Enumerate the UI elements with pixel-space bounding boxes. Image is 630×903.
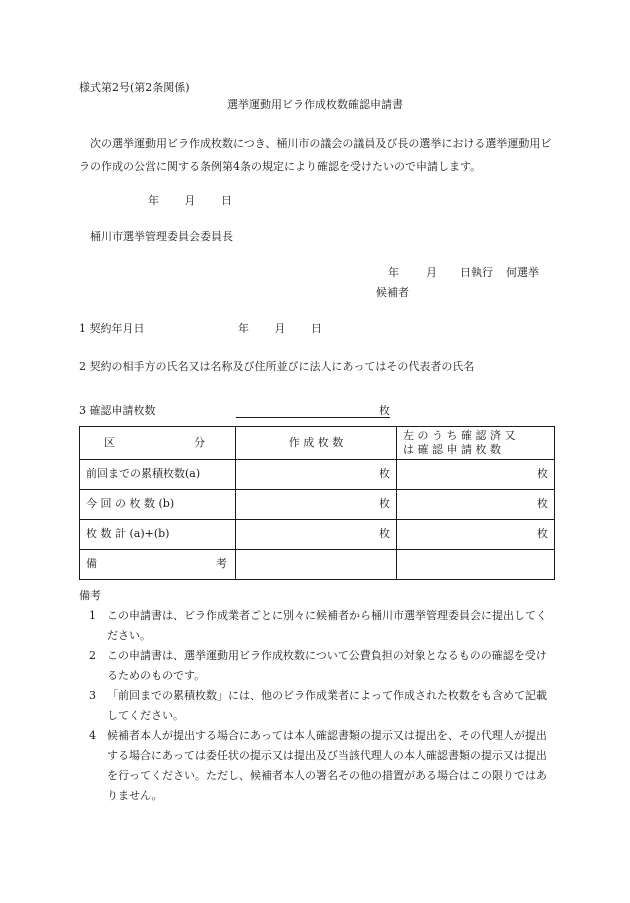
table-row xyxy=(80,460,555,490)
row-label: 前回までの累積枚数(a) xyxy=(80,460,236,490)
note-text: 「前回までの累積枚数」には、他のビラ作成業者によって作成された枚数をも含めて記載してください。 xyxy=(107,689,547,722)
election-name: 何選挙 xyxy=(506,266,539,279)
unit-label: 枚 xyxy=(537,497,548,511)
note-number: 3 xyxy=(89,689,96,702)
item1-date: 年 月 日 xyxy=(238,322,322,335)
remarks-cell[interactable] xyxy=(397,550,555,580)
election-month: 月 xyxy=(426,266,437,279)
note-number: 2 xyxy=(89,649,96,662)
header-confirmed-line1: 左 の う ち 確 認 済 又 xyxy=(403,429,516,442)
header-confirmed-line2: は 確 認 申 請 枚 数 xyxy=(403,443,501,456)
intro-paragraph: 次の選挙運動用ビラ作成枚数につき、桶川市の議会の議員及び長の選挙における選挙運動用ビラの作成の公営に関する条例第4条の規定により確認を受けたいので申請します。 xyxy=(79,137,552,173)
remarks-char2: 考 xyxy=(216,557,227,571)
sheet-count-field[interactable] xyxy=(236,403,390,418)
note-number: 4 xyxy=(89,729,96,742)
election-day: 日執行 xyxy=(460,266,493,279)
confirmed-cell[interactable] xyxy=(397,460,555,490)
application-date: 年 月 日 xyxy=(148,194,232,207)
note-item xyxy=(89,686,555,726)
header-confirmed xyxy=(397,427,555,460)
created-cell[interactable] xyxy=(236,460,397,490)
header-category-char2: 分 xyxy=(194,435,205,449)
row-label: 枚 数 計 (a)+(b) xyxy=(80,520,236,550)
item3-label: 3 確認申請枚数 xyxy=(79,404,156,417)
unit-label: 枚 xyxy=(379,527,390,541)
addressee: 桶川市選挙管理委員会委員長 xyxy=(90,230,233,243)
remarks-char1: 備 xyxy=(86,557,97,571)
table-header-row xyxy=(80,427,555,460)
confirmed-cell[interactable] xyxy=(397,520,555,550)
item1-label: 1 契約年月日 xyxy=(79,322,145,335)
election-line xyxy=(388,265,539,282)
table-row-remarks xyxy=(80,550,555,580)
form-number: 様式第2号(第2条関係) xyxy=(79,81,190,94)
unit-label: 枚 xyxy=(537,527,548,541)
note-item xyxy=(89,726,555,806)
table-row xyxy=(80,520,555,550)
header-category xyxy=(80,427,236,460)
row-label: 今 回 の 枚 数 (b) xyxy=(80,490,236,520)
note-item xyxy=(89,606,555,646)
notes-title: 備考 xyxy=(79,589,101,602)
header-created: 作 成 枚 数 xyxy=(236,427,397,460)
document-title: 選挙運動用ビラ作成枚数確認申請書 xyxy=(227,98,403,111)
election-year: 年 xyxy=(388,266,399,279)
table-row xyxy=(80,490,555,520)
count-table xyxy=(79,426,555,580)
note-item xyxy=(89,646,555,686)
confirmed-cell[interactable] xyxy=(397,490,555,520)
item2-label: 2 契約の相手方の氏名又は名称及び住所並びに法人にあってはその代表者の氏名 xyxy=(79,360,475,373)
note-text: 候補者本人が提出する場合にあっては本人確認書類の提示又は提出を、その代理人が提出する場合にあっては委任状の提示又は提出及び当該代理人の本人確認書類の提示又は提出を行ってください。ただし、候補者本人の署名その他の措置がある場合はこの限りではありません。 xyxy=(107,729,547,802)
remarks-label xyxy=(80,550,236,580)
note-text: この申請書は、選挙運動用ビラ作成枚数について公費負担の対象となるものの確認を受けるためのものです。 xyxy=(107,649,547,682)
note-number: 1 xyxy=(89,609,96,622)
note-text: この申請書は、ビラ作成業者ごとに別々に候補者から桶川市選挙管理委員会に提出してください。 xyxy=(107,609,547,642)
unit-label: 枚 xyxy=(379,467,390,481)
unit-label: 枚 xyxy=(537,467,548,481)
created-cell[interactable] xyxy=(236,520,397,550)
sheet-count-unit: 枚 xyxy=(379,404,390,417)
header-category-char1: 区 xyxy=(104,435,115,449)
created-cell[interactable] xyxy=(236,490,397,520)
unit-label: 枚 xyxy=(379,497,390,511)
candidate-label: 候補者 xyxy=(376,286,409,299)
remarks-cell[interactable] xyxy=(236,550,397,580)
notes-list xyxy=(79,606,555,806)
